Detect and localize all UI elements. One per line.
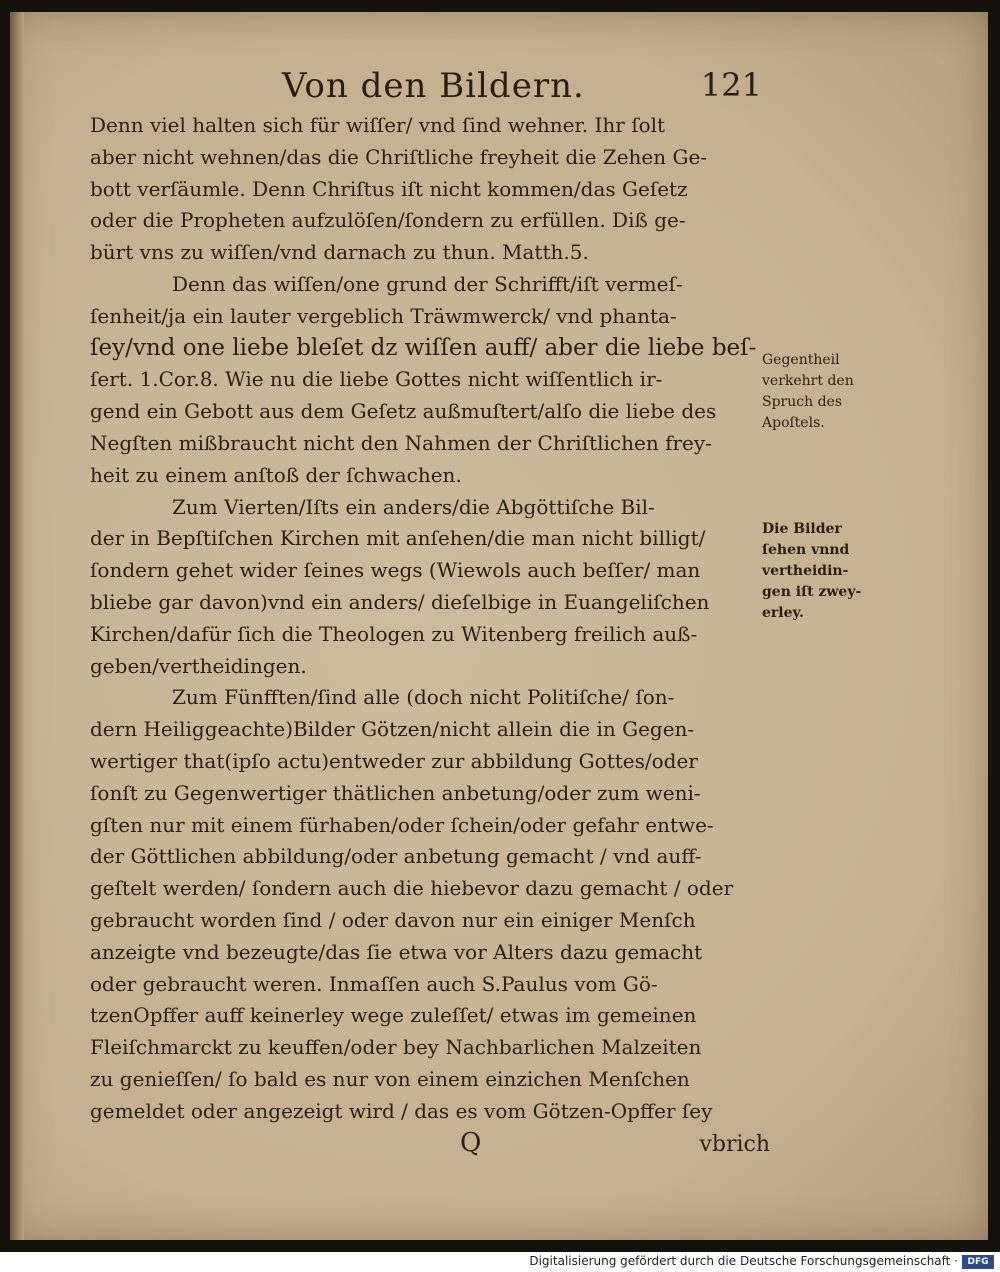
marginal-note-line: gen iſt zwey- [762, 584, 862, 600]
text-line: dern Heiliggeachte)Bilder Götzen/nicht allein die in Gegen- [90, 717, 695, 742]
signature-mark: Q [460, 1128, 482, 1158]
text-line: gemeldet oder angezeigt wird / das es vom Götzen-Opffer ſey [90, 1098, 713, 1123]
text-line: geben/vertheidingen. [90, 653, 307, 678]
text-line: ſondern gehet wider ſeines wegs (Wiewols auch beſſer/ man [90, 558, 701, 583]
text-line: ſey/vnd one liebe bleſet dz wiſſen auff/ aber die liebe beſ- [90, 334, 757, 361]
marginal-note-line: Spruch des [762, 394, 843, 410]
marginal-note-line: vertheidin- [762, 563, 849, 579]
text-line: aber nicht wehnen/das die Chriſtliche freyheit die Zehen Ge- [90, 144, 708, 169]
marginal-note-line: erley. [762, 605, 804, 621]
text-line: der in Bepſtiſchen Kirchen mit anſehen/die man nicht billigt/ [90, 526, 706, 551]
footer-bar [0, 1252, 1000, 1272]
text-line: Kirchen/dafür ſich die Theologen zu Witenberg freilich auß- [90, 621, 698, 646]
marginal-note-line: Die Bilder [762, 521, 842, 537]
text-line: Denn das wiſſen/one grund der Schrifft/iſt vermeſ- [172, 271, 683, 296]
marginal-note-bilder [762, 519, 892, 624]
text-line: bliebe gar davon)vnd ein anders/ dieſelbige in Euangeliſchen [90, 589, 710, 614]
marginal-note-line: ſehen vnnd [762, 542, 850, 558]
text-line: geſtelt werden/ ſondern auch die hiebevor dazu gemacht / oder [90, 876, 734, 901]
text-line: Zum Fünfften/ſind alle (doch nicht Politiſche/ ſon- [172, 685, 675, 710]
running-head-title: Von den Bildern. [282, 66, 585, 106]
text-line: zu genieſſen/ ſo bald es nur von einem einzichen Menſchen [90, 1066, 690, 1091]
text-line: gſten nur mit einem fürhaben/oder ſchein/oder gefahr entwe- [90, 812, 714, 837]
marginal-note-line: Apoſtels. [762, 415, 825, 431]
footer-credit: Digitalisierung gefördert durch die Deutsche Forschungsgemeinschaft · [529, 1254, 958, 1268]
text-line: bott verſäumle. Denn Chriſtus iſt nicht kommen/das Geſetz [90, 176, 688, 201]
page-number: 121 [700, 66, 762, 104]
catchword-row [90, 1128, 780, 1162]
text-line: ſenheit/ja ein lauter vergeblich Träwmwerck/ vnd phanta- [90, 303, 677, 328]
book-page [10, 12, 988, 1240]
text-line: der Göttlichen abbildung/oder anbetung gemacht / vnd auff- [90, 844, 702, 869]
text-line: gend ein Gebott aus dem Geſetz außmuſtert/alſo die liebe des [90, 399, 717, 424]
marginal-note-gegentheil [762, 350, 892, 434]
text-line: ſonſt zu Gegenwertiger thätlichen anbetung/oder zum weni- [90, 780, 701, 805]
text-line: wertiger that(ipſo actu)entweder zur abbildung Gottes/oder [90, 748, 698, 773]
text-line: heit zu einem anſtoß der ſchwachen. [90, 462, 462, 487]
text-line: bürt vns zu wiſſen/vnd darnach zu thun. Matth.5. [90, 240, 589, 265]
text-line: gebraucht worden ſind / oder davon nur ein einiger Menſch [90, 907, 696, 932]
text-line: Fleiſchmarckt zu keuffen/oder bey Nachbarlichen Malzeiten [90, 1035, 702, 1060]
text-line: Negſten mißbraucht nicht den Nahmen der Chriſtlichen frey- [90, 430, 712, 455]
dfg-logo-icon: DFG [962, 1255, 994, 1269]
text-line: tzenOpffer auff keinerley wege zuleſſet/ etwas im gemeinen [90, 1003, 697, 1028]
text-line: ſert. 1.Cor.8. Wie nu die liebe Gottes nicht wiſſentlich ir- [90, 367, 663, 392]
marginal-note-line: verkehrt den [762, 373, 854, 389]
page-gutter-edge [10, 12, 24, 1240]
text-line: oder die Propheten aufzulöſen/ſondern zu erfüllen. Diß ge- [90, 208, 686, 233]
body-text [90, 110, 780, 1128]
running-head [282, 66, 762, 108]
text-line: Zum Vierten/Iſts ein anders/die Abgöttiſche Bil- [172, 494, 655, 519]
text-line: Denn viel halten sich für wiſſer/ vnd ſind wehner. Ihr ſolt [90, 113, 666, 137]
catchword: vbrich [699, 1132, 770, 1157]
text-line: anzeigte vnd bezeugte/das ſie etwa vor Alters dazu gemacht [90, 939, 703, 964]
text-line: oder gebraucht weren. Inmaſſen auch S.Paulus vom Gö- [90, 971, 658, 996]
marginal-note-line: Gegentheil [762, 352, 840, 368]
